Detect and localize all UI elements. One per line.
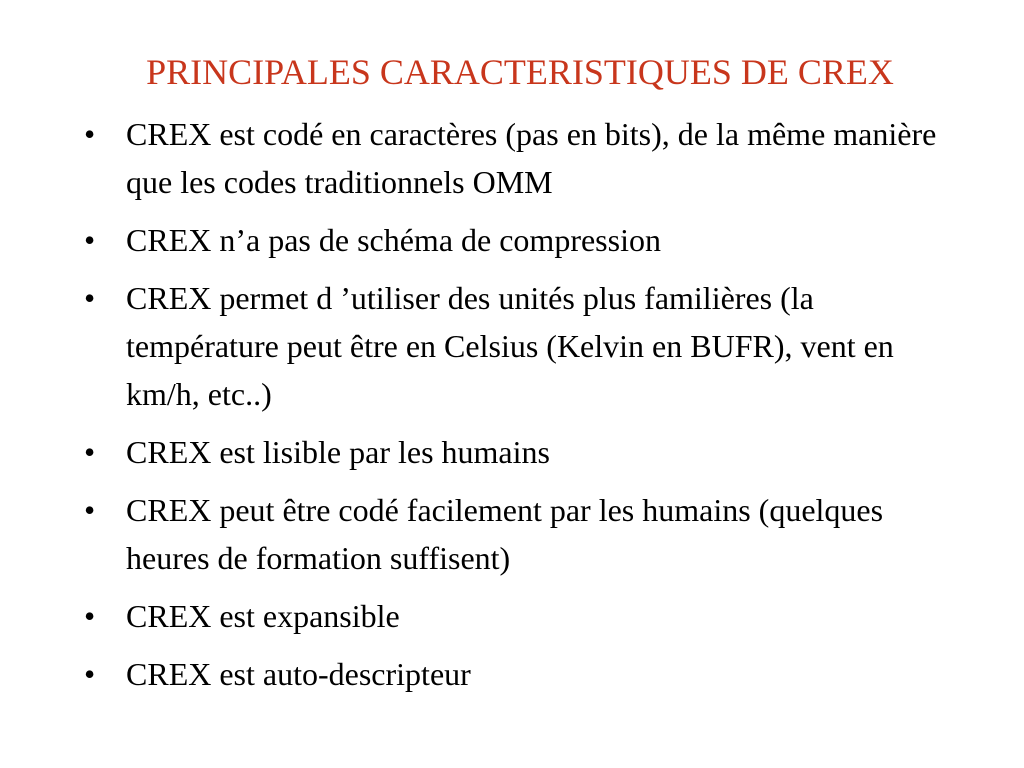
bullet-item: [84, 592, 954, 640]
bullet-item: [84, 110, 954, 206]
bullet-item: [84, 428, 954, 476]
slide-title: PRINCIPALES CARACTERISTIQUES DE CREX: [146, 52, 894, 92]
bullet-text: CREX permet d ’utiliser des unités plus familières (la température peut être en Celsius (Kelvin en BUFR), vent en km/h, etc..): [126, 280, 894, 412]
bullet-item: [84, 650, 954, 698]
bullet-text: CREX est auto-descripteur: [126, 656, 471, 692]
bullet-dot-icon: •: [84, 222, 96, 258]
bullet-item: [84, 486, 954, 582]
bullet-text: CREX n’a pas de schéma de compression: [126, 222, 661, 258]
bullet-dot-icon: •: [84, 656, 96, 692]
bullet-text: CREX est expansible: [126, 598, 400, 634]
bullet-text: CREX est lisible par les humains: [126, 434, 550, 470]
bullet-list: [84, 110, 954, 708]
bullet-item: [84, 274, 954, 418]
bullet-item: [84, 216, 954, 264]
bullet-dot-icon: •: [84, 116, 96, 152]
bullet-text: CREX peut être codé facilement par les humains (quelques heures de formation suffisent): [126, 492, 884, 576]
bullet-text: CREX est codé en caractères (pas en bits), de la même manière que les codes traditionnels OMM: [126, 116, 937, 200]
bullet-dot-icon: •: [84, 598, 96, 634]
bullet-dot-icon: •: [84, 280, 96, 316]
bullet-dot-icon: •: [84, 434, 96, 470]
bullet-dot-icon: •: [84, 492, 96, 528]
